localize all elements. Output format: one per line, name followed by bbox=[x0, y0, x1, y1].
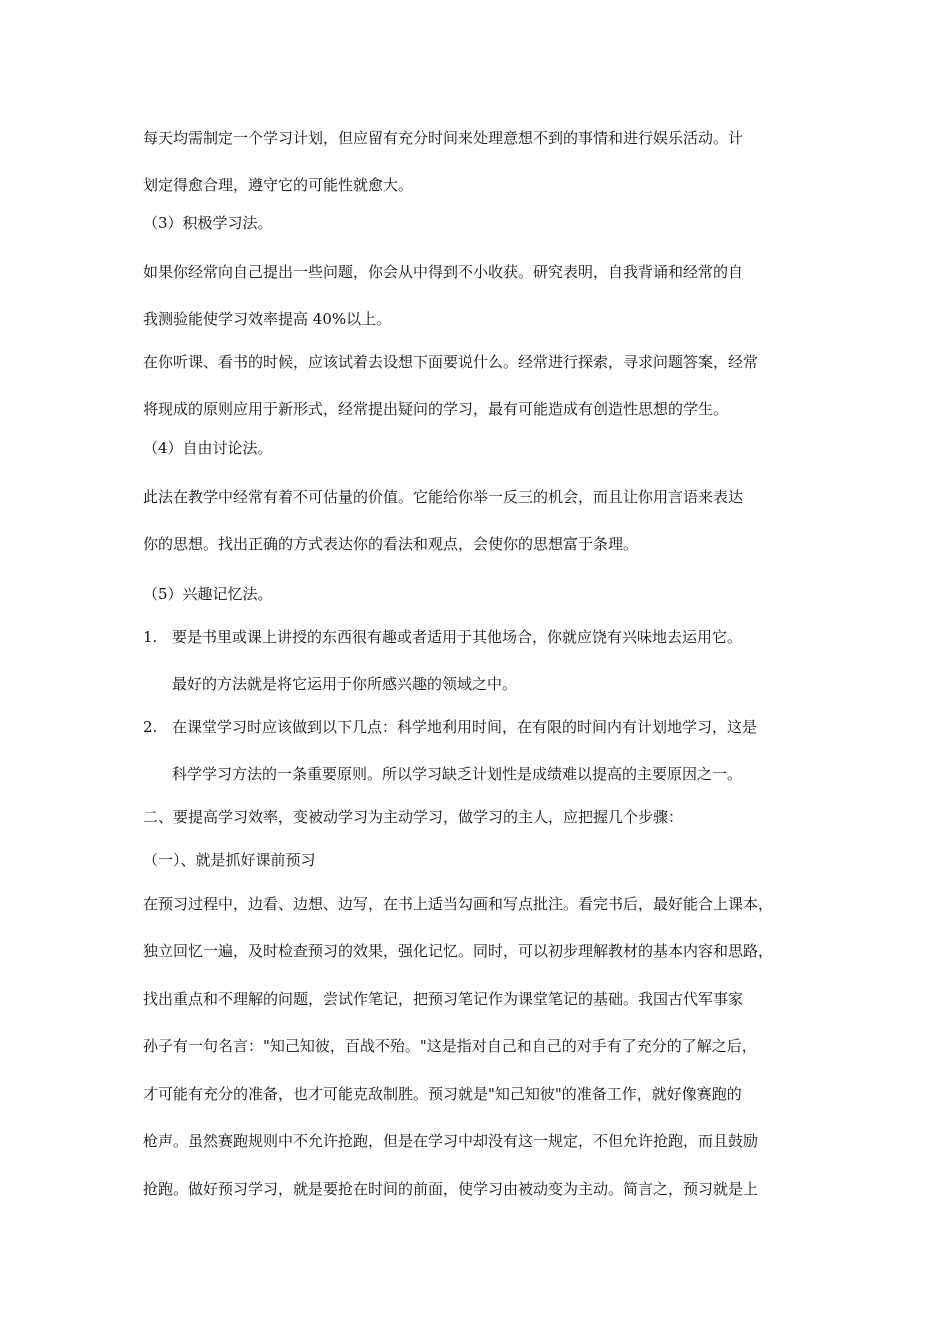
list-item-line: 在课堂学习时应该做到以下几点：科学地利用时间，在有限的时间内有计划地学习，这是 bbox=[172, 718, 758, 736]
subsection-heading: （一）、就是抓好课前预习 bbox=[143, 851, 316, 869]
paragraph-line: 枪声。虽然赛跑规则中不允许抢跑，但是在学习中却没有这一规定，不但允许抢跑，而且鼓励 bbox=[143, 1132, 759, 1150]
list-item-line: 科学学习方法的一条重要原则。所以学习缺乏计划性是成绩难以提高的主要原因之一。 bbox=[172, 765, 743, 783]
paragraph-line: 孙子有一句名言："知己知彼，百战不殆。"这是指对自己和自己的对手有了充分的了解之后， bbox=[143, 1037, 757, 1055]
paragraph-line: 抢跑。做好预习学习，就是要抢在时间的前面，使学习由被动变为主动。简言之，预习就是上 bbox=[143, 1180, 759, 1198]
list-item-line: 最好的方法就是将它运用于你所感兴趣的领域之中。 bbox=[172, 675, 518, 693]
list-item-line: 要是书里或课上讲授的东西很有趣或者适用于其他场合，你就应饶有兴味地去运用它。 bbox=[172, 628, 743, 646]
paragraph-line: 将现成的原则应用于新形式，经常提出疑问的学习，最有可能造成有创造性思想的学生。 bbox=[143, 400, 729, 418]
list-number: 2. bbox=[143, 718, 158, 736]
section-heading: 二、要提高学习效率，变被动学习为主动学习，做学习的主人，应把握几个步骤： bbox=[143, 808, 684, 826]
paragraph-line: 在预习过程中，边看、边想、边写，在书上适当勾画和写点批注。看完书后，最好能合上课本， bbox=[143, 895, 774, 913]
section-heading: （5）兴趣记忆法。 bbox=[143, 585, 273, 603]
paragraph-line: 此法在教学中经常有着不可估量的价值。它能给你举一反三的机会，而且让你用言语来表达 bbox=[143, 488, 744, 506]
paragraph-line: 我测验能使学习效率提高 40%以上。 bbox=[143, 310, 392, 328]
paragraph-line: 在你听课、看书的时候，应该试着去设想下面要说什么。经常进行探索，寻求问题答案，经常 bbox=[143, 353, 759, 371]
paragraph-line: 如果你经常向自己提出一些问题，你会从中得到不小收获。研究表明，自我背诵和经常的自 bbox=[143, 263, 744, 281]
section-heading: （3）积极学习法。 bbox=[143, 214, 273, 232]
paragraph-line: 你的思想。找出正确的方式表达你的看法和观点，会使你的思想富于条理。 bbox=[143, 535, 639, 553]
paragraph-line: 才可能有充分的准备，也才可能克敌制胜。预习就是"知己知彼"的准备工作，就好像赛跑的 bbox=[143, 1085, 742, 1103]
paragraph-line: 每天均需制定一个学习计划，但应留有充分时间来处理意想不到的事情和进行娱乐活动。计 bbox=[143, 129, 744, 147]
list-number: 1. bbox=[143, 628, 158, 646]
paragraph-line: 独立回忆一遍，及时检查预习的效果，强化记忆。同时，可以初步理解教材的基本内容和思路， bbox=[143, 942, 774, 960]
paragraph-line: 划定得愈合理，遵守它的可能性就愈大。 bbox=[143, 176, 414, 194]
paragraph-line: 找出重点和不理解的问题，尝试作笔记，把预习笔记作为课堂笔记的基础。我国古代军事家 bbox=[143, 990, 744, 1008]
section-heading: （4）自由讨论法。 bbox=[143, 439, 273, 457]
